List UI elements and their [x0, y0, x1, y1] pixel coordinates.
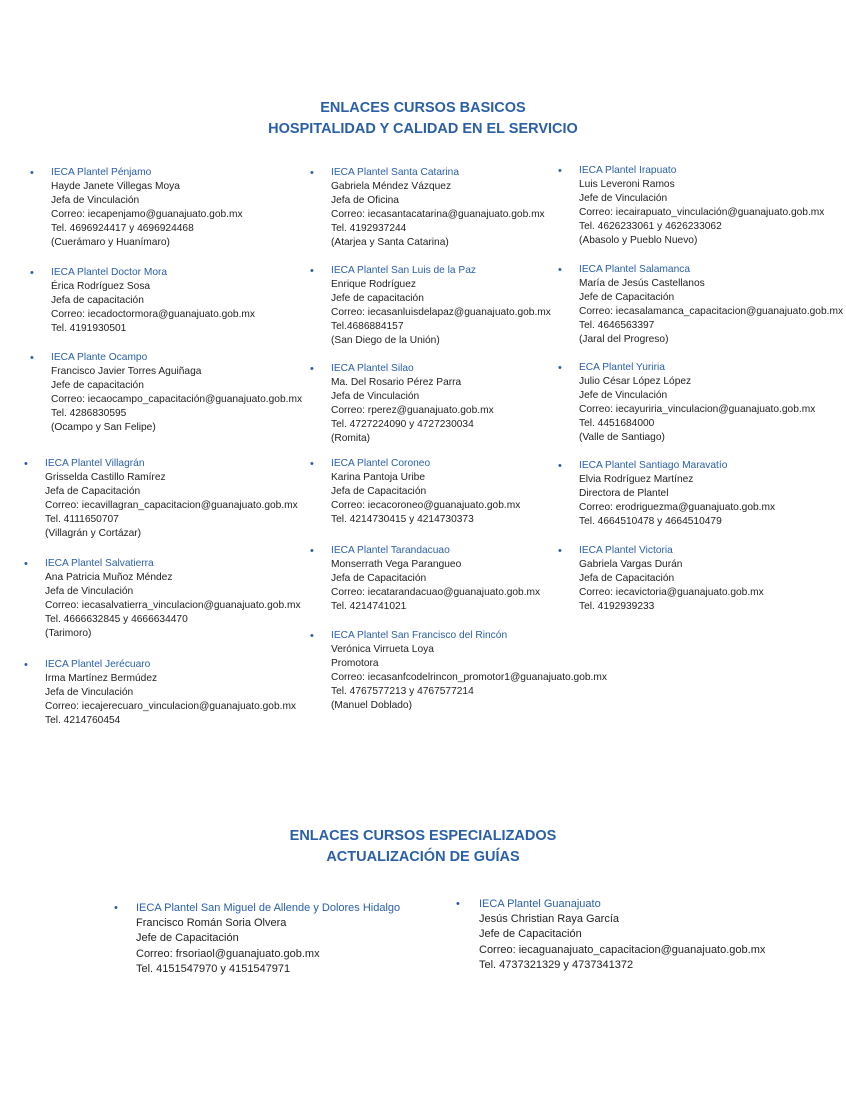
contact-name: Verónica Virrueta Loya — [331, 644, 434, 656]
contact-email[interactable]: Correo: iecacoroneo@guanajuato.gob.mx — [331, 500, 521, 512]
contact-name: Gabriela Vargas Durán — [579, 559, 683, 571]
contact-entry — [45, 457, 298, 542]
contact-entry — [579, 544, 764, 614]
contact-email[interactable]: Correo: iecasanluisdelapaz@guanajuato.gob.mx — [331, 307, 551, 319]
plantel-name: IECA Plantel Victoria — [579, 545, 673, 556]
plantel-name: IECA Plantel Jerécuaro — [45, 659, 151, 670]
bullet-icon: • — [558, 460, 562, 472]
contact-name: Enrique Rodríguez — [331, 279, 416, 291]
contact-entry — [45, 658, 296, 728]
contact-phone: Tel. 4646563397 — [579, 320, 655, 332]
contact-name: Elvia Rodríguez Martínez — [579, 474, 694, 486]
contact-role: Jefa de Vinculación — [331, 391, 420, 403]
coverage-area: (Manuel Doblado) — [331, 700, 412, 712]
contact-role: Directora de Plantel — [579, 488, 669, 500]
contact-role: Jefe de capacitación — [51, 380, 144, 392]
plantel-name: IECA Plantel Villagrán — [45, 458, 145, 469]
contact-phone: Tel. 4727224090 y 4727230034 — [331, 419, 474, 431]
contact-phone: Tel. 4737321329 y 4737341372 — [479, 958, 634, 971]
contact-entry — [51, 266, 255, 336]
contact-entry — [331, 457, 520, 527]
plantel-name: IECA Plantel Irapuato — [579, 165, 677, 176]
bullet-icon: • — [114, 902, 118, 914]
coverage-area: (Villagrán y Cortázar) — [45, 528, 142, 540]
contact-role: Jefa de Capacitación — [331, 486, 427, 498]
contact-email[interactable]: Correo: iecaguanajuato_capacitacion@guanajuato.gob.mx — [479, 943, 766, 956]
contact-role: Jefa de Vinculación — [45, 687, 134, 699]
contact-phone: Tel. 4111650707 — [45, 514, 119, 526]
contact-email[interactable]: Correo: iecasanfcodelrincon_promotor1@guanajuato.gob.mx — [331, 672, 607, 684]
contact-email[interactable]: Correo: erodriguezma@guanajuato.gob.mx — [579, 502, 776, 514]
contact-email[interactable]: Correo: frsoriaol@guanajuato.gob.mx — [136, 947, 320, 960]
contact-name: Hayde Janete Villegas Moya — [51, 181, 180, 193]
plantel-name: IECA Plantel Coroneo — [331, 458, 431, 469]
plantel-name: IECA Plantel Doctor Mora — [51, 267, 168, 278]
contact-entry — [579, 459, 775, 529]
contact-name: Monserrath Vega Parangueo — [331, 559, 462, 571]
contact-email[interactable]: Correo: iecatarandacuao@guanajuato.gob.mx — [331, 587, 541, 599]
bullet-icon: • — [310, 630, 314, 642]
heading-line-2: HOSPITALIDAD Y CALIDAD EN EL SERVICIO — [268, 121, 578, 137]
contact-role: Jefa de Capacitación — [579, 573, 675, 585]
heading-line-2: ACTUALIZACIÓN DE GUÍAS — [326, 849, 520, 865]
contact-role: Jefa de Vinculación — [51, 195, 140, 207]
bullet-icon: • — [310, 265, 314, 277]
contact-email[interactable]: Correo: iecavictoria@guanajuato.gob.mx — [579, 587, 764, 599]
contact-name: Julio César López López — [579, 376, 692, 388]
plantel-name: IECA Plantel San Luis de la Paz — [331, 265, 476, 276]
heading-line-1: ENLACES CURSOS ESPECIALIZADOS — [289, 828, 557, 844]
contact-entry — [331, 264, 551, 349]
contact-entry — [579, 361, 815, 446]
bullet-icon: • — [558, 264, 562, 276]
contact-name: María de Jesús Castellanos — [579, 278, 705, 290]
contact-entry — [136, 901, 400, 977]
contact-name: Irma Martínez Bermúdez — [45, 673, 158, 685]
contact-name: Ma. Del Rosario Pérez Parra — [331, 377, 462, 389]
contact-email[interactable]: Correo: iecaocampo_capacitación@guanajuato.gob.mx — [51, 394, 303, 406]
contact-role: Jefe de Capacitación — [479, 928, 582, 941]
bullet-icon: • — [310, 458, 314, 470]
contact-name: Francisco Román Soria Olvera — [136, 917, 287, 930]
plantel-name: IECA Plantel Santa Catarina — [331, 167, 459, 178]
coverage-area: (San Diego de la Unión) — [331, 335, 440, 347]
contact-email[interactable]: Correo: iecadoctormora@guanajuato.gob.mx — [51, 309, 256, 321]
section-heading-basic — [0, 98, 846, 140]
plantel-name: IECA Plantel Guanajuato — [479, 898, 601, 910]
contact-phone: Tel.4686884157 — [331, 321, 404, 333]
bullet-icon: • — [558, 362, 562, 374]
contact-phone: Tel. 4666632845 y 4666634470 — [45, 614, 188, 626]
contact-email[interactable]: Correo: rperez@guanajuato.gob.mx — [331, 405, 494, 417]
plantel-name: IECA Plantel Salamanca — [579, 264, 690, 275]
contact-phone: Tel. 4214760454 — [45, 715, 121, 727]
contact-entry — [331, 362, 494, 447]
contact-name: Ana Patricia Muñoz Méndez — [45, 572, 173, 584]
coverage-area: (Cuerámaro y Huanímaro) — [51, 237, 170, 249]
coverage-area: (Jaral del Progreso) — [579, 334, 669, 346]
plantel-name: IECA Plantel Santiago Maravatío — [579, 460, 728, 471]
contact-role: Jefa de Capacitación — [331, 573, 427, 585]
bullet-icon: • — [558, 545, 562, 557]
contact-role: Jefe de Capacitación — [136, 932, 239, 945]
heading-line-1: ENLACES CURSOS BASICOS — [320, 100, 526, 116]
contact-email[interactable]: Correo: iecavillagran_capacitacion@guanajuato.gob.mx — [45, 500, 298, 512]
plantel-name: IECA Plantel San Miguel de Allende y Dolores Hidalgo — [136, 902, 401, 914]
contact-entry — [51, 166, 243, 251]
contact-email[interactable]: Correo: iecajerecuaro_vinculacion@guanajuato.gob.mx — [45, 701, 297, 713]
contact-role: Jefe de Vinculación — [579, 390, 668, 402]
contact-role: Jefe de Capacitación — [579, 292, 675, 304]
contact-phone: Tel. 4192939233 — [579, 601, 655, 613]
contact-phone: Tel. 4626233061 y 4626233062 — [579, 221, 722, 233]
contact-name: Luis Leveroni Ramos — [579, 179, 675, 191]
bullet-icon: • — [30, 352, 34, 364]
bullet-icon: • — [558, 165, 562, 177]
plantel-name: IECA Plantel Salvatierra — [45, 558, 154, 569]
plantel-name: IECA Plantel Tarandacuao — [331, 545, 450, 556]
bullet-icon: • — [24, 659, 28, 671]
contact-name: Grisselda Castillo Ramírez — [45, 472, 166, 484]
contact-phone: Tel. 4191930501 — [51, 323, 127, 335]
contact-role: Jefa de Oficina — [331, 195, 399, 207]
contact-role: Jefa de Capacitación — [45, 486, 141, 498]
contact-email[interactable]: Correo: iecasantacatarina@guanajuato.gob.mx — [331, 209, 545, 221]
contact-role: Jefe de Vinculación — [579, 193, 668, 205]
bullet-icon: • — [456, 898, 460, 910]
contact-phone: Tel. 4214730415 y 4214730373 — [331, 514, 474, 526]
bullet-icon: • — [310, 167, 314, 179]
contact-role: Promotora — [331, 658, 379, 670]
contact-name: Jesús Christian Raya García — [479, 913, 619, 926]
contact-entry — [51, 351, 302, 436]
contact-phone: Tel. 4192937244 — [331, 223, 407, 235]
coverage-area: (Tarimoro) — [45, 628, 92, 640]
bullet-icon: • — [24, 558, 28, 570]
contact-role: Jefa de capacitación — [51, 295, 144, 307]
plantel-name: ECA Plantel Yuriria — [579, 362, 665, 373]
section-heading-special — [0, 826, 846, 868]
plantel-name: IECA Plantel San Francisco del Rincón — [331, 630, 508, 641]
coverage-area: (Romita) — [331, 433, 371, 445]
contact-email[interactable]: Correo: iecayuriria_vinculacion@guanajuato.gob.mx — [579, 404, 816, 416]
bullet-icon: • — [310, 363, 314, 375]
contact-phone: Tel. 4696924417 y 4696924468 — [51, 223, 194, 235]
contact-phone: Tel. 4767577213 y 4767577214 — [331, 686, 474, 698]
contact-entry — [45, 557, 301, 642]
bullet-icon: • — [30, 267, 34, 279]
contact-email[interactable]: Correo: iecasalvatierra_vinculacion@guanajuato.gob.mx — [45, 600, 301, 612]
bullet-icon: • — [30, 167, 34, 179]
contact-email[interactable]: Correo: iecairapuato_vinculación@guanajuato.gob.mx — [579, 207, 825, 219]
contact-phone: Tel. 4451684000 — [579, 418, 655, 430]
bullet-icon: • — [310, 545, 314, 557]
plantel-name: IECA Plantel Pénjamo — [51, 167, 152, 178]
contact-entry — [331, 166, 545, 251]
contact-phone: Tel. 4151547970 y 4151547971 — [136, 962, 291, 975]
coverage-area: (Abasolo y Pueblo Nuevo) — [579, 235, 698, 247]
contact-name: Gabriela Méndez Vázquez — [331, 181, 452, 193]
contact-name: Karina Pantoja Uribe — [331, 472, 426, 484]
plantel-name: IECA Plante Ocampo — [51, 352, 148, 363]
contact-phone: Tel. 4664510478 y 4664510479 — [579, 516, 722, 528]
contact-email[interactable]: Correo: iecapenjamo@guanajuato.gob.mx — [51, 209, 243, 221]
contact-entry — [479, 897, 765, 973]
contact-name: Érica Rodríguez Sosa — [51, 281, 151, 293]
contact-email[interactable]: Correo: iecasalamanca_capacitacion@guanajuato.gob.mx — [579, 306, 844, 318]
contact-role: Jefa de Vinculación — [45, 586, 134, 598]
coverage-area: (Ocampo y San Felipe) — [51, 422, 156, 434]
contact-entry — [579, 263, 843, 348]
contact-phone: Tel. 4286830595 — [51, 408, 127, 420]
contact-entry — [331, 629, 607, 714]
contact-entry — [579, 164, 824, 249]
bullet-icon: • — [24, 458, 28, 470]
contact-entry — [331, 544, 540, 614]
contact-role: Jefe de capacitación — [331, 293, 424, 305]
coverage-area: (Atarjea y Santa Catarina) — [331, 237, 449, 249]
contact-phone: Tel. 4214741021 — [331, 601, 407, 613]
coverage-area: (Valle de Santiago) — [579, 432, 665, 444]
plantel-name: IECA Plantel Silao — [331, 363, 414, 374]
contact-name: Francisco Javier Torres Aguiñaga — [51, 366, 202, 378]
